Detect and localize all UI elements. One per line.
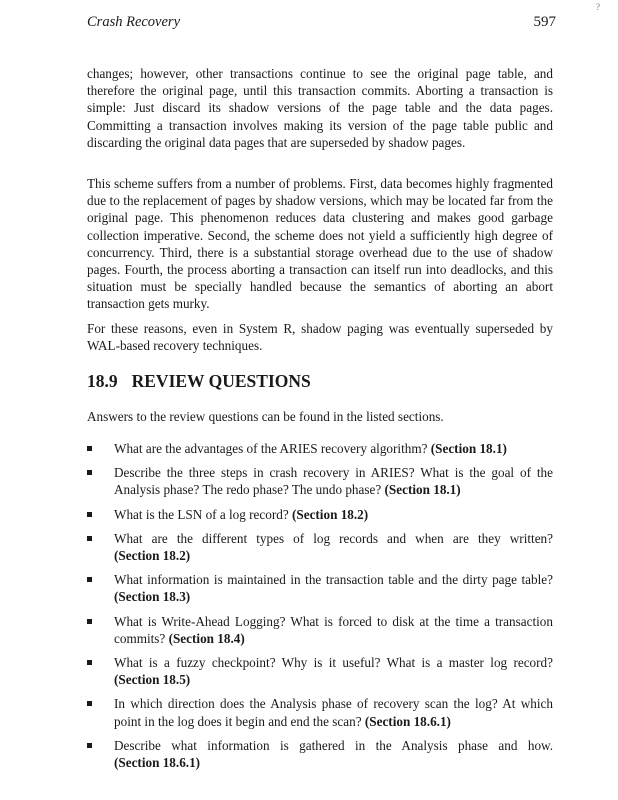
review-question [87,737,553,771]
body-paragraph-conclusion: For these reasons, even in System R, shadow paging was eventually superseded by WAL-based recovery techniques. [87,321,553,354]
bullet-square [87,743,92,748]
section-reference: (Section 18.2) [291,506,369,522]
running-title: Crash Recovery [87,14,181,30]
review-question [87,464,553,498]
bullet-square [87,512,92,517]
review-question [87,571,553,605]
bullet-square [87,577,92,582]
review-question [87,695,553,729]
section-title: REVIEW QUESTIONS [131,371,311,391]
body-paragraph-shadow-paging: changes; however, other transactions continue to see the original page table, and therefore the original page, until this transaction commits. Aborting a transaction is simple: Just discard its shadow versions of the page table and the data pages. Committing a transaction involves making its version of the page table public and discarding the original data pages that are superseded by shadow pages. [87,66,553,150]
section-reference: (Section 18.4) [168,630,245,646]
question-text: What are the advantages of the ARIES recovery algorithm? [114,441,428,456]
question-text: What information is maintained in the transaction table and the dirty page table? [114,572,553,588]
corner-mark: ? [596,2,600,12]
question-text: Describe the three steps in crash recovery in ARIES? What is the goal of the Analysis phase? The redo phase? The undo phase? [114,465,553,498]
review-question [87,440,553,457]
section-reference: (Section 18.3) [114,589,191,605]
review-question [87,530,553,564]
section-heading [87,371,311,392]
review-question [87,654,553,688]
page-number: 597 [533,14,556,30]
question-text: In which direction does the Analysis phase of recovery scan the log? At which point in the log does it begin and end the scan? [114,696,553,729]
bullet-square [87,536,92,541]
section-reference: (Section 18.2) [114,548,191,564]
running-head [87,14,556,36]
section-reference: (Section 18.1) [384,482,461,498]
question-text: What is a fuzzy checkpoint? Why is it useful? What is a master log record? [114,655,553,671]
question-text: What is Write-Ahead Logging? What is forced to disk at the time a transaction commits? [114,613,553,646]
bullet-square [87,660,92,665]
question-text: What are the different types of log records and when are they written? [114,530,553,546]
bullet-square [87,470,92,475]
section-reference: (Section 18.6.1) [114,755,201,771]
review-questions-list [87,440,553,778]
question-text: Describe what information is gathered in the Analysis phase and how. [114,737,553,753]
body-paragraph-problems: This scheme suffers from a number of problems. First, data becomes highly fragmented due to the replacement of pages by shadow versions, which may be located far from the original page. This phenomenon reduces data clustering and makes good garbage collection imperative. Second, the scheme does not yield a sufficiently high degree of concurrency. Third, there is a substantial storage overhead due to the use of shadow pages. Fourth, the process aborting a transaction can itself run into deadlocks, and this situation must be specially handled because the semantics of aborting an abort transaction gets murky. [87,176,553,312]
section-reference: (Section 18.1) [430,441,507,456]
question-text: What is the LSN of a log record? [114,506,289,522]
section-reference: (Section 18.5) [114,672,191,688]
bullet-square [87,446,92,451]
section-reference: (Section 18.6.1) [364,713,451,729]
review-question [87,613,553,647]
section-number: 18.9 [87,371,118,391]
bullet-square [87,619,92,624]
review-question [87,506,553,523]
bullet-square [87,701,92,706]
section-intro: Answers to the review questions can be found in the listed sections. [87,409,444,424]
